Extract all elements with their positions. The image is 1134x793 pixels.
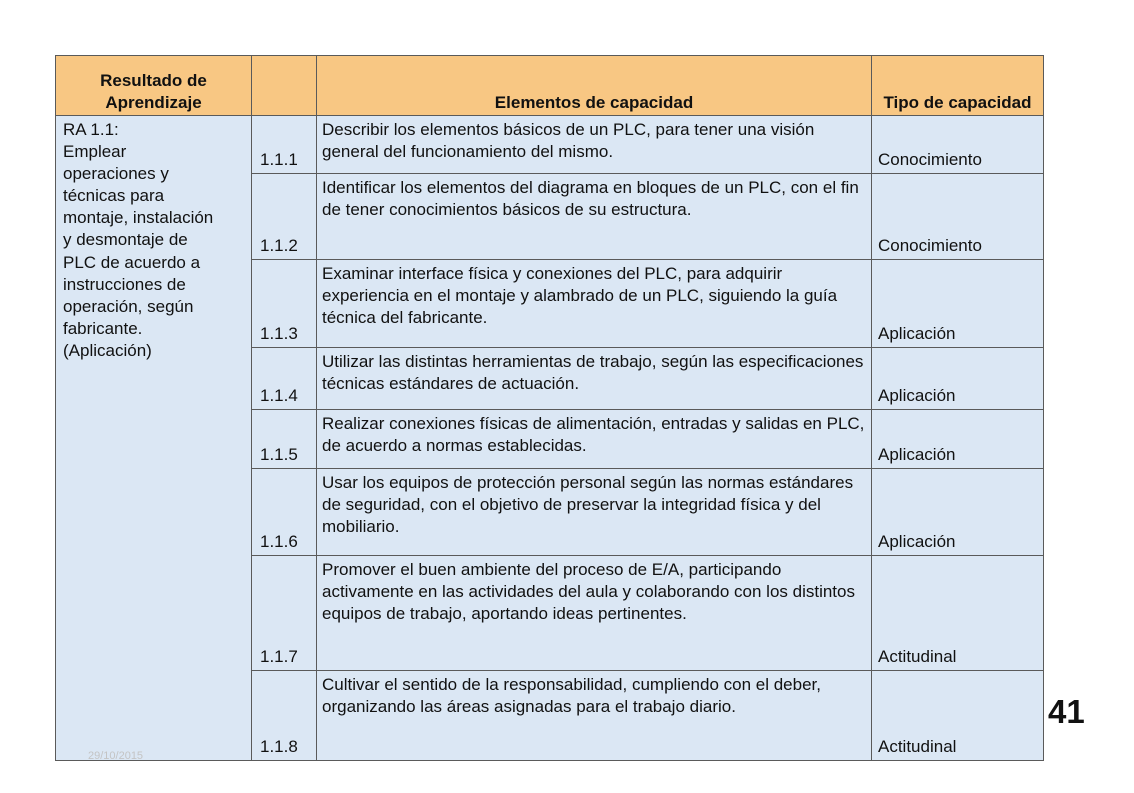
table-row bbox=[56, 116, 1044, 174]
header-elementos: Elementos de capacidad bbox=[317, 56, 872, 116]
row-description: Cultivar el sentido de la responsabilidad, cumpliendo con el deber, organizando las áreas asignadas para el trabajo diario. bbox=[317, 671, 872, 761]
row-description: Realizar conexiones físicas de alimentación, entradas y salidas en PLC, de acuerdo a normas establecidas. bbox=[317, 410, 872, 469]
row-code: 1.1.5 bbox=[252, 410, 317, 469]
slide-date: 29/10/2015 bbox=[88, 750, 144, 762]
row-code: 1.1.6 bbox=[252, 469, 317, 556]
ra-cell bbox=[56, 116, 252, 761]
row-code: 1.1.7 bbox=[252, 556, 317, 671]
header-tipo: Tipo de capacidad bbox=[872, 56, 1044, 116]
row-code: 1.1.2 bbox=[252, 174, 317, 260]
capacity-table bbox=[55, 55, 1044, 761]
row-type: Aplicación bbox=[872, 260, 1044, 348]
ra-text bbox=[63, 119, 251, 362]
ra-line: PLC de acuerdo a bbox=[63, 252, 201, 272]
row-description: Examinar interface física y conexiones del PLC, para adquirir experiencia en el montaje y alambrado de un PLC, siguiendo la guía técnica del fabricante. bbox=[317, 260, 872, 348]
row-type: Actitudinal bbox=[872, 671, 1044, 761]
row-type: Actitudinal bbox=[872, 556, 1044, 671]
row-description: Describir los elementos básicos de un PLC, para tener una visión general del funcionamiento del mismo. bbox=[317, 116, 872, 174]
row-code: 1.1.1 bbox=[252, 116, 317, 174]
ra-line: instrucciones de bbox=[63, 274, 186, 294]
ra-line: fabricante. bbox=[63, 318, 143, 338]
row-type: Aplicación bbox=[872, 348, 1044, 410]
ra-line: montaje, instalación bbox=[63, 208, 214, 228]
header-codigo bbox=[252, 56, 317, 116]
row-code: 1.1.8 bbox=[252, 671, 317, 761]
page-number: 41 bbox=[1048, 693, 1085, 730]
ra-line: técnicas para bbox=[63, 186, 165, 206]
ra-line: operación, según bbox=[63, 296, 194, 316]
header-resultado: Resultado de Aprendizaje bbox=[56, 56, 252, 116]
row-description: Promover el buen ambiente del proceso de E/A, participando activamente en las actividades del aula y colaborando con los distintos equipos de trabajo, aportando ideas pertinentes. bbox=[317, 556, 872, 671]
ra-line: y desmontaje de bbox=[63, 230, 188, 250]
row-description: Utilizar las distintas herramientas de trabajo, según las especificaciones técnicas estándares de actuación. bbox=[317, 348, 872, 410]
row-description: Usar los equipos de protección personal según las normas estándares de seguridad, con el objetivo de preservar la integridad física y del mobiliario. bbox=[317, 469, 872, 556]
row-type: Conocimiento bbox=[872, 116, 1044, 174]
row-type: Conocimiento bbox=[872, 174, 1044, 260]
ra-line: RA 1.1: bbox=[63, 120, 119, 139]
row-type: Aplicación bbox=[872, 410, 1044, 469]
row-code: 1.1.4 bbox=[252, 348, 317, 410]
row-type: Aplicación bbox=[872, 469, 1044, 556]
row-code: 1.1.3 bbox=[252, 260, 317, 348]
ra-line: operaciones y bbox=[63, 164, 169, 184]
ra-line: Emplear bbox=[63, 142, 127, 162]
header-row bbox=[56, 56, 1044, 116]
row-description: Identificar los elementos del diagrama en bloques de un PLC, con el fin de tener conocimientos básicos de su estructura. bbox=[317, 174, 872, 260]
ra-line: (Aplicación) bbox=[63, 340, 152, 360]
